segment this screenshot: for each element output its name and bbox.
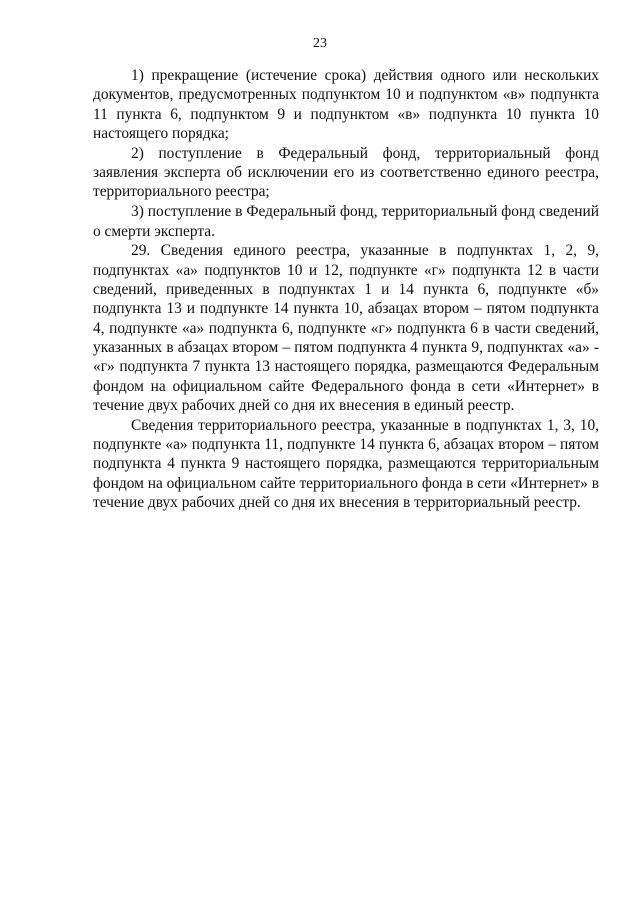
paragraph-item-3: 3) поступление в Федеральный фонд, территориальный фонд сведений о смерти эксперта. (93, 203, 599, 240)
page-number: 23 (313, 36, 327, 51)
paragraph-item-2: 2) поступление в Федеральный фонд, территориальный фонд заявления эксперта об исключении его из соответственно единого реестра, территориального реестра; (93, 144, 599, 201)
document-body (93, 66, 599, 513)
paragraph-section-29: 29. Сведения единого реестра, указанные в подпунктах 1, 2, 9, подпунктах «а» подпунктов 10 и 12, подпункте «г» подпункта 12 в части сведений, приведенных в подпунктах 1 и 14 пункта 6, подпункте «б» подпункта 13 и подпункте 14 пункта 10, абзацах втором – пятом подпункта 4, подпункте «а» подпункта 6, подпункте «г» подпункта 6 в части сведений, указанных в абзацах втором – пятом подпункта 4 пункта 9, подпунктах «а» - «г» подпункта 7 пункта 13 настоящего порядка, размещаются Федеральным фондом на официальном сайте Федерального фонда в сети «Интернет» в течение двух рабочих дней со дня их внесения в единый реестр. (93, 242, 599, 414)
paragraph-item-1: 1) прекращение (истечение срока) действия одного или нескольких документов, предусмотренных подпунктом 10 и подпунктом «в» подпункта 11 пункта 6, подпунктом 9 и подпунктом «в» подпункта 10 пункта 10 настоящего порядка; (93, 67, 599, 142)
paragraph-territorial-registry: Сведения территориального реестра, указанные в подпунктах 1, 3, 10, подпункте «а» подпункта 11, подпункте 14 пункта 6, абзацах втором – пятом подпункта 4 пункта 9 настоящего порядка, размещаются территориальным фондом на официальном сайте территориального фонда в сети «Интернет» в течение двух рабочих дней со дня их внесения в территориальный реестр. (93, 416, 599, 511)
